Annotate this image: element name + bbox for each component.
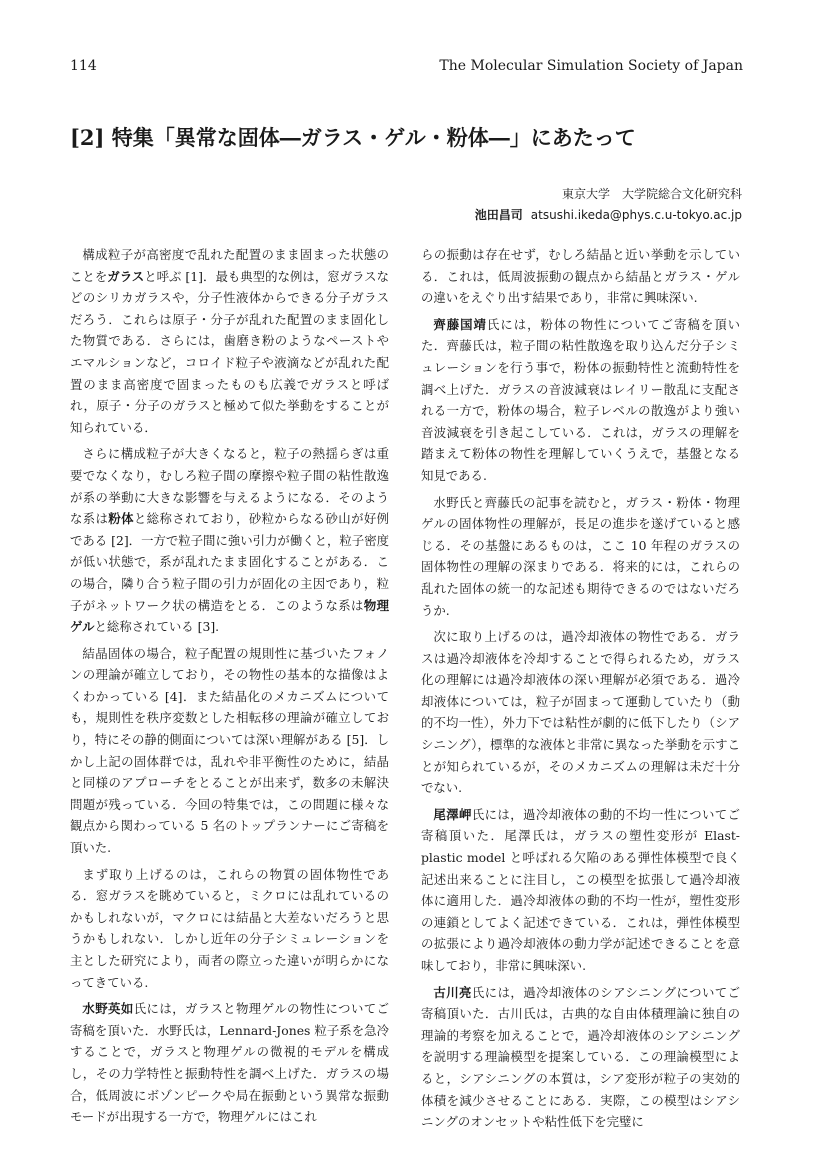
article-title: [2] 特集「異常な固体―ガラス・ゲル・粉体―」にあたって — [70, 125, 636, 150]
paragraph — [70, 998, 389, 1128]
paragraph — [70, 244, 389, 438]
text-run: と呼ぶ [1]．最も典型的な例は，窓ガラスなどのシリカガラスや，分子性液体からできる分子ガラスだろう．これらは原子・分子が乱れた配置のまま固化した物質である．さらには，歯磨き粉のようなペーストやエマルションなど，コロイド粒子や液滴などが乱れた配置のまま高密度で固まったものも広義でガラスと呼ばれ，原子・分子のガラスと極めて似た挙動をすることが知られている． — [70, 268, 389, 435]
page-number: 114 — [70, 58, 97, 74]
text-run: 水野氏と齊藤氏の記事を読むと，ガラス・粉体・物理ゲルの固体物性の理解が，長足の進歩を遂げていると感じる．その基盤にあるものは，ここ 10 年程のガラスの固体物性の理解の深まりである．将来的には，これらの乱れた固体の統一的な記述も期待できるのではないだろうか. — [421, 494, 740, 618]
paragraph — [421, 314, 740, 487]
paragraph — [421, 492, 740, 622]
running-header — [70, 58, 743, 78]
emphasized-term: 粉体 — [108, 511, 134, 527]
text-run: 結晶固体の場合，粒子配置の規則性に基づいたフォノンの理論が確立しており，その物性の基本的な描像はよくわかっている [4]．また結晶化のメカニズムについても，規則性を秩序変数とした相転移の理論が確立しており，特にその静的側面については深い理解がある [5]．しかし上記の固体群では，乱れや非平衡性のために，結晶と同様のアプローチをとることが出来ず，数多の未解決問題が残っている．今回の特集では，この問題に様々な観点から関わっている 5 名のトップランナーにご寄稿を頂いた. — [70, 645, 389, 856]
text-run: 氏には，粉体の物性についてご寄稿を頂いた．齊藤氏は，粒子間の粘性散逸を取り込んだ分子シミュレーションを行う事で，粉体の振動特性と流動特性を調べ上げた．ガラスの音波減衰はレイリー散乱に支配される一方で，粉体の場合，粒子レベルの散逸がより強い音波減衰を引き起こしている．これは，ガラスの理解を踏まえて粉体の物性を理解していくうえで，基盤となる知見である. — [421, 316, 740, 483]
text-run: と総称されており，砂粒からなる砂山が好例である [2]．一方で粒子間に強い引力が働くと，粒子密度が低い状態で，系が乱れたまま固化することがある．この場合，隣り合う粒子間の引力が固化の主因であり，粒子がネットワーク状の構造をとる．このような系は — [70, 511, 390, 613]
text-run: まず取り上げるのは，これらの物質の固体物性である．窓ガラスを眺めていると，ミクロには乱れているのかもしれないが，マクロには結晶と大差ないだろうと思うかもしれない．しかし近年の分子シミュレーションを主とした研究により，両者の際立った違いが明らかになってきている. — [70, 866, 389, 990]
body-column-left — [70, 244, 389, 1133]
text-run: 氏には，ガラスと物理ゲルの物性についてご寄稿を頂いた．水野氏は，Lennard-Jones 粒子系を急冷することで，ガラスと物理ゲルの微視的モデルを構成し，その力学特性と振動特性を調べ上げた．ガラスの場合，低周波にボゾンピークや局在振動という異常な振動モードが出現する一方で，物理ゲルにはこれ — [70, 1001, 390, 1125]
emphasized-term: 古川亮 — [433, 984, 472, 1000]
paragraph — [421, 982, 740, 1133]
emphasized-term: 物理ゲル — [70, 597, 390, 635]
emphasized-term: 尾澤岬 — [433, 806, 472, 822]
text-run: 次に取り上げるのは，過冷却液体の物性である．ガラスは過冷却液体を冷却することで得られるため，ガラス化の理解には過冷却液体の深い理解が必須である．過冷却液体については，粒子が固まって運動していたり（動的不均一性），外力下では粘性が劇的に低下したり（シアシニング），標準的な液体と非常に異なった挙動を示すことが知られているが，そのメカニズムの理解は未だ十分でない. — [421, 629, 740, 796]
author-block — [475, 184, 742, 226]
emphasized-term: 齊藤国靖 — [433, 316, 487, 332]
text-run: 構成粒子が高密度で乱れた配置のまま固まった状態のことを — [70, 247, 389, 284]
paragraph — [70, 443, 389, 637]
author-email: atsushi.ikeda@phys.c.u-tokyo.ac.jp — [530, 208, 742, 222]
author-name: 池田昌司 — [474, 208, 523, 222]
author-affiliation: 東京大学 大学院総合文化研究科 — [561, 187, 742, 201]
paragraph — [421, 804, 740, 977]
paragraph — [70, 864, 389, 994]
emphasized-term: 水野英如 — [82, 1001, 134, 1017]
body-column-right — [421, 244, 740, 1138]
paragraph — [421, 244, 740, 309]
paragraph — [70, 643, 389, 859]
text-run: 氏には，過冷却液体のシアシニングについてご寄稿頂いた．古川氏は，古典的な自由体積理論に独自の理論的考察を加えることで，過冷却液体のシアシニングを説明する理論模型を提案している．この理論模型によると，シアシニングの本質は，シア変形が粒子の実効的体積を減少させることにある．実際，この模型はシアシニングのオンセットや粘性低下を完璧に — [421, 984, 741, 1130]
paragraph — [421, 626, 740, 799]
emphasized-term: ガラス — [107, 268, 145, 284]
journal-name: The Molecular Simulation Society of Japan — [439, 58, 743, 74]
text-run: らの振動は存在せず，むしろ結晶と近い挙動を示している．これは，低周波振動の観点から結晶とガラス・ゲルの違いをえぐり出す結果であり，非常に興味深い. — [421, 247, 740, 306]
text-run: 氏には，過冷却液体の動的不均一性についてご寄稿頂いた．尾澤氏は，ガラスの塑性変形が Elast-plastic model と呼ばれる欠陥のある弾性体模型で良く記述出来ることに注目し，この模型を拡張して過冷却液体に適用した．過冷却液体の動的不均一性が，塑性変形の連鎖としてよく記述できている．これは，弾性体模型の拡張により過冷却液体の動力学が記述できることを意味しており，非常に興味深い. — [421, 806, 741, 973]
text-run: と総称されている [3]. — [94, 619, 220, 635]
text-run: さらに構成粒子が大きくなると，粒子の熱揺らぎは重要でなくなり，むしろ粒子間の摩擦や粒子間の粘性散逸が系の挙動に大きな影響を与えるようになる．そのような系は — [70, 446, 389, 527]
